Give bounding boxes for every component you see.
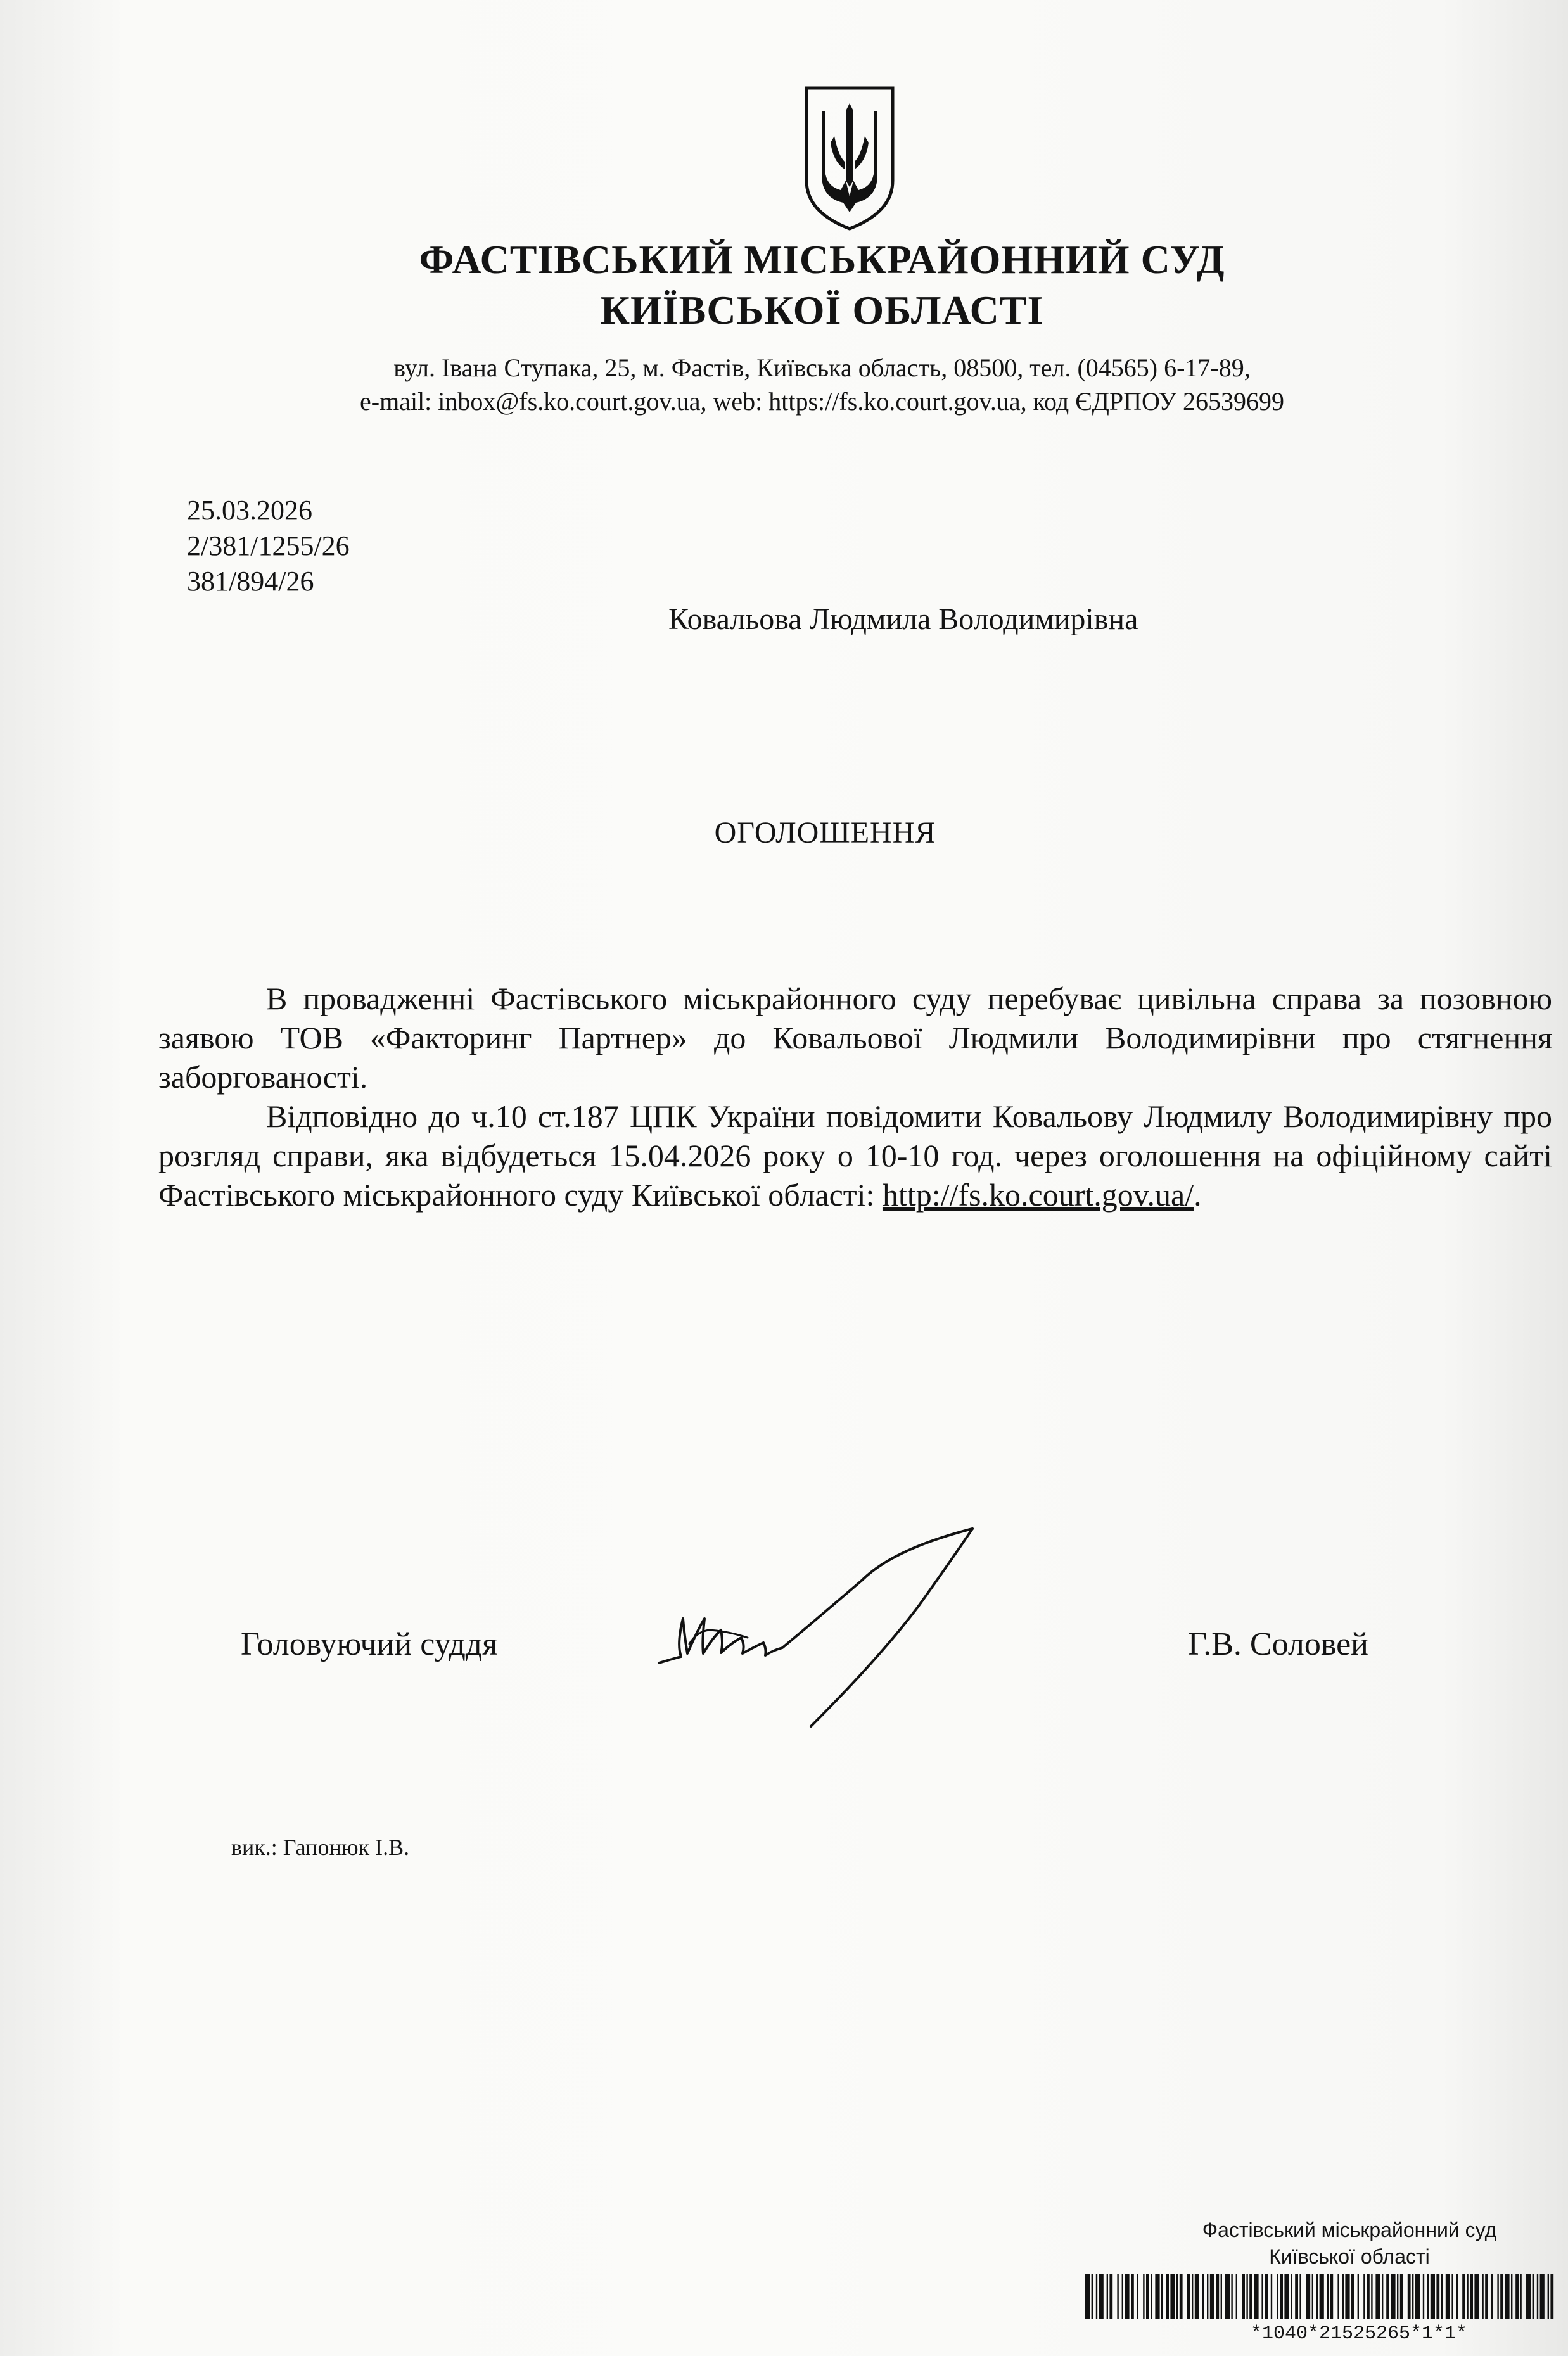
barcode-bar [1511,2274,1512,2319]
barcode-bar [1246,2274,1247,2319]
barcode-bar [1371,2274,1372,2319]
barcode-bar [1537,2274,1538,2319]
barcode-bar [1431,2274,1435,2319]
barcode-bar [1351,2274,1354,2319]
barcode-bar [1231,2274,1232,2319]
barcode-bar [1166,2274,1169,2319]
barcode-bar [1497,2274,1498,2319]
body-paragraph-1: В провадженні Фастівського міськрайонного суду перебуває цивільна справа за позовною заявою ТОВ «Факторинг Партнер» до Ковальової Людмили Володимирівни про стягнення заборгованості. [158,981,1552,1095]
barcode-bar [1397,2274,1398,2319]
barcode-bar [1249,2274,1252,2319]
barcode-bar [1192,2274,1193,2319]
barcode-bar [1221,2274,1222,2319]
barcode-bar [1337,2274,1339,2319]
court-contacts-line2: e-mail: inbox@fs.ko.court.gov.ua, web: https://fs.ko.court.gov.ua, код ЄДРПОУ 26539699 [360,387,1284,416]
barcode-bar [1254,2274,1258,2319]
body-paragraph-2 [158,1097,1552,1214]
barcode-bar [1316,2274,1318,2319]
signatory-position: Головуючий суддя [241,1626,498,1662]
barcode-caption: *1040*21525265*1*1* [1250,2323,1468,2345]
barcode-bar [1470,2274,1473,2319]
barcode-bar [1515,2274,1519,2319]
body-paragraph-1-block [158,979,1552,1097]
barcode-bar [1280,2274,1283,2319]
barcode-bar [1099,2274,1104,2319]
barcode-bar [1151,2274,1152,2319]
barcode-bar [1451,2274,1453,2319]
barcode-bar [1330,2274,1333,2319]
barcode-bar [1131,2274,1134,2319]
outgoing-number: 2/381/1255/26 [187,530,350,561]
barcode-bar [1155,2274,1159,2319]
barcode-bar [1265,2274,1268,2319]
barcode-bar [1137,2274,1138,2319]
barcode-bar [1125,2274,1129,2319]
barcode-bar [1187,2274,1190,2319]
barcode-bar [1271,2274,1272,2319]
signatory-name: Г.В. Соловей [1188,1626,1368,1662]
barcode-bar [1412,2274,1413,2319]
barcode-bar [1109,2274,1112,2319]
barcode-bar [1096,2274,1097,2319]
court-website-link[interactable]: http://fs.ko.court.gov.ua/ [882,1177,1194,1213]
barcode-bar [1391,2274,1395,2319]
barcode-bar [1462,2274,1465,2319]
barcode-bar [1446,2274,1450,2319]
barcode-bar [1176,2274,1178,2319]
barcode-bar [1085,2274,1090,2319]
barcode-bar [1500,2274,1503,2319]
barcode-bar [1277,2274,1278,2319]
stamp-court-name: Фастівський міськрайонний суд [1202,2219,1497,2241]
barcode-bar [1408,2274,1411,2319]
coat-of-arms-icon [803,86,896,231]
handwritten-signature [653,1524,982,1733]
barcode-bar [1375,2274,1380,2319]
barcode-bar [1436,2274,1439,2319]
barcode-bar [1382,2274,1383,2319]
barcode-bar [1491,2274,1493,2319]
barcode-bar [1261,2274,1263,2319]
barcode-bar [1415,2274,1420,2319]
barcode-bar [1400,2274,1403,2319]
stamp-region: Київської області [1269,2245,1430,2268]
barcode-bar [1505,2274,1509,2319]
barcode-bar [1423,2274,1424,2319]
barcode-bar [1291,2274,1292,2319]
court-contacts-line1: вул. Івана Ступака, 25, м. Фастів, Київська область, 08500, тел. (04565) 6-17-89, [393,353,1251,382]
barcode-bar [1306,2274,1310,2319]
barcode-bar [1242,2274,1245,2319]
barcode-bar [1320,2274,1324,2319]
barcode-bar [1467,2274,1468,2319]
document-date: 25.03.2026 [187,495,312,526]
barcode-bar [1485,2274,1488,2319]
barcode-bar [1225,2274,1230,2319]
court-name-line1: ФАСТІВСЬКИЙ МІСЬКРАЙОННИЙ СУД [419,237,1225,282]
document-title: ОГОЛОШЕННЯ [714,816,936,850]
barcode-bar [1550,2274,1553,2319]
case-number: 381/894/26 [187,566,314,597]
barcode-bar [1284,2274,1289,2319]
barcode-bar [1342,2274,1344,2319]
body-paragraph-2-block [158,1097,1552,1214]
barcode-bar [1456,2274,1458,2319]
barcode-bar [1295,2274,1298,2319]
barcode-bar [1441,2274,1443,2319]
executor-note: вик.: Гапонюк І.В. [231,1835,410,1860]
barcode-bar [1202,2274,1204,2319]
barcode-bar [1358,2274,1359,2319]
barcode-bar [1092,2274,1093,2319]
barcode-bar [1526,2274,1531,2319]
barcode-bar [1146,2274,1149,2319]
barcode-bar [1474,2274,1479,2319]
body-paragraph-2-text: Відповідно до ч.10 ст.187 ЦПК України повідомити Ковальову Людмилу Володимирівну про розгляд справи, яка відбудеться 15.04.2026 року о 10-10 год. через оголошення на офіційному сайті Фастівського міськрайонного суду Київської області: [158,1098,1552,1213]
barcode-bar [1216,2274,1219,2319]
barcode-bar [1180,2274,1183,2319]
barcode-bar [1207,2274,1208,2319]
barcode-bar [1533,2274,1534,2319]
barcode-bar [1540,2274,1545,2319]
barcode-bar [1386,2274,1389,2319]
barcode-bar [1143,2274,1144,2319]
barcode-bar [1117,2274,1118,2319]
barcode-bar [1520,2274,1521,2319]
barcode-bar [1170,2274,1175,2319]
barcode-bar [1548,2274,1549,2319]
barcode-bar [1367,2274,1370,2319]
barcode-bar [1122,2274,1123,2319]
addressee: Ковальова Людмила Володимирівна [668,602,1138,636]
barcode-bar [1299,2274,1301,2319]
barcode [1085,2274,1554,2319]
barcode-bar [1107,2274,1108,2319]
barcode-bar [1482,2274,1483,2319]
barcode-bar [1363,2274,1365,2319]
barcode-bar [1427,2274,1429,2319]
barcode-bar [1312,2274,1313,2319]
court-name-line2: КИЇВСЬКОЇ ОБЛАСТІ [600,288,1044,333]
barcode-bar [1345,2274,1349,2319]
barcode-bar [1327,2274,1329,2319]
barcode-bar [1195,2274,1199,2319]
barcode-bar [1161,2274,1163,2319]
barcode-bar [1236,2274,1237,2319]
body-paragraph-2-end: . [1194,1177,1202,1213]
barcode-bar [1210,2274,1214,2319]
